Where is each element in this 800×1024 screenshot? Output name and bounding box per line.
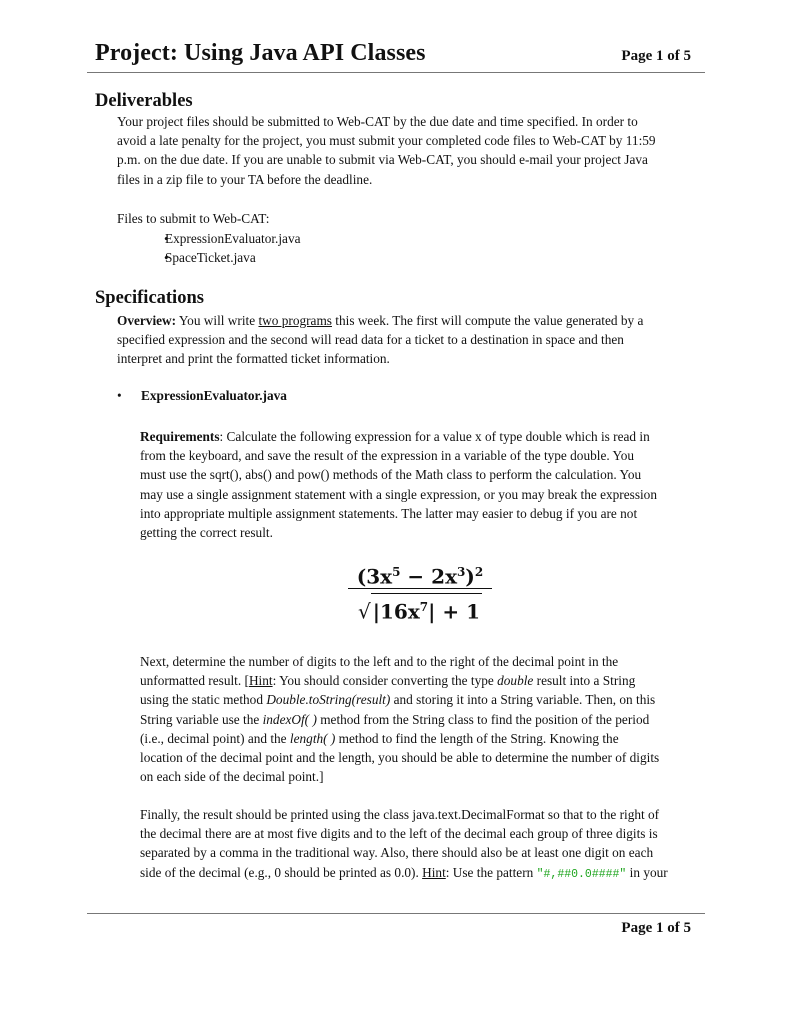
finally-line xyxy=(140,863,705,884)
next-line xyxy=(140,671,705,690)
file-item: • SpaceTicket.java xyxy=(117,248,707,267)
formula-part: (3x xyxy=(356,564,393,589)
next-paragraph xyxy=(140,652,705,786)
formula-part: ) xyxy=(465,564,475,589)
next-text: using the static method xyxy=(140,692,267,708)
sqrt-icon: √ xyxy=(357,599,371,624)
requirements-text: : Calculate the following expression for a value x of type double which is read in xyxy=(219,429,650,444)
page-number-footer: Page 1 of 5 xyxy=(621,920,691,936)
pattern-code: "#,##0.0####" xyxy=(536,867,627,881)
requirements-line: into appropriate multiple assignment statements. The latter may easier to debug if you are not xyxy=(140,505,638,521)
page-number-header: Page 1 of 5 xyxy=(621,48,691,64)
finally-line: separated by a comma in the traditional way. Also, there should also be at least one digit on each xyxy=(140,845,654,861)
deliverables-paragraph xyxy=(117,112,707,189)
header-rule xyxy=(87,72,705,73)
formula-exponent: 2 xyxy=(474,565,484,579)
files-list xyxy=(117,229,707,267)
finally-line: the decimal there are at most five digits and to the left of the decimal each group of three digits is xyxy=(140,826,658,842)
next-text: unformatted result. [ xyxy=(140,673,249,689)
finally-line: Finally, the result should be printed using the class java.text.DecimalFormat so that to the right of xyxy=(140,807,660,822)
requirements-label: Requirements xyxy=(140,429,220,444)
next-line xyxy=(140,690,705,709)
next-italic: indexOf( ) xyxy=(262,711,317,727)
hint-label: Hint xyxy=(248,673,273,689)
formula-exponent: 3 xyxy=(457,565,466,579)
requirements-line: may use a single assignment statement with a single expression, or you may break the expression xyxy=(140,486,657,502)
formula-part: | + 1 xyxy=(428,599,480,624)
requirements-line: getting the correct result. xyxy=(140,525,273,541)
finally-text: in your xyxy=(626,864,668,880)
next-italic: double xyxy=(497,673,534,689)
overview-line: specified expression and the second will read data for a ticket to a destination in space and then xyxy=(117,332,624,348)
footer-rule xyxy=(87,913,705,914)
files-label: Files to submit to Web-CAT: xyxy=(117,211,270,226)
finally-text: : Use the pattern xyxy=(445,864,537,880)
next-italic: length( ) xyxy=(289,730,336,746)
overview-line xyxy=(117,311,707,330)
formula-denominator xyxy=(340,593,500,623)
overview-underlined: two programs xyxy=(258,313,332,328)
finally-text: side of the decimal (e.g., 0 should be printed as 0.0). xyxy=(140,864,423,880)
requirements-line: must use the sqrt(), abs() and pow() methods of the Math class to perform the calculation. You xyxy=(140,467,642,483)
next-text: (i.e., decimal point) and the xyxy=(140,730,290,746)
deliverables-line: Your project files should be submitted to Web-CAT by the due date and time specified. In order to xyxy=(117,114,638,129)
requirements-paragraph xyxy=(140,427,705,542)
formula-radicand xyxy=(371,593,482,625)
hint-label: Hint xyxy=(422,864,446,880)
specifications-heading: Specifications xyxy=(95,288,204,308)
next-text: and storing it into a String variable. Then, on this xyxy=(390,692,656,708)
next-italic: Double.toString(result) xyxy=(266,692,391,708)
next-line: location of the decimal point and the length, you should be able to determine the number of digits xyxy=(140,750,660,766)
next-line: on each side of the decimal point.] xyxy=(140,769,324,785)
formula-part: |16x xyxy=(372,599,420,624)
file-item: • ExpressionEvaluator.java xyxy=(117,229,707,248)
spec-item-title: ExpressionEvaluator.java xyxy=(141,388,287,403)
overview-paragraph xyxy=(117,311,707,369)
next-text: String variable use the xyxy=(140,711,263,727)
deliverables-line: p.m. on the due date. If you are unable to submit via Web-CAT, you should e-mail your project Java xyxy=(117,152,648,168)
next-text: method to find the length of the String. Knowing the xyxy=(335,730,619,746)
deliverables-line: files in a zip file to your TA before the deadline. xyxy=(117,171,373,187)
overview-text: You will write xyxy=(176,313,259,328)
finally-paragraph xyxy=(140,805,705,884)
formula-exponent: 5 xyxy=(392,565,401,579)
next-line xyxy=(140,729,705,748)
overview-text: this week. The first will compute the value generated by a xyxy=(331,313,644,328)
next-line: Next, determine the number of digits to the left and to the right of the decimal point in the xyxy=(140,654,619,669)
page-title: Project: Using Java API Classes xyxy=(95,40,426,66)
formula-numerator xyxy=(340,558,500,589)
bullet-icon: • xyxy=(117,388,122,403)
next-text: result into a String xyxy=(533,673,636,689)
overview-label: Overview: xyxy=(117,313,177,328)
deliverables-line: avoid a late penalty for the project, you must submit your completed code files to Web-CAT by 11:59 xyxy=(117,133,656,149)
formula-part: − 2x xyxy=(400,564,457,589)
next-text: : You should consider converting the type xyxy=(272,673,498,689)
next-text: method from the String class to find the position of the period xyxy=(316,711,650,727)
files-list-block xyxy=(117,209,707,268)
deliverables-heading: Deliverables xyxy=(95,91,193,111)
next-line xyxy=(140,710,705,729)
requirements-line: from the keyboard, and save the result of the expression in a variable of the type double. You xyxy=(140,448,635,464)
requirements-line xyxy=(140,427,705,446)
overview-line: interpret and print the formatted ticket information. xyxy=(117,351,390,367)
formula-exponent: 7 xyxy=(419,600,429,614)
